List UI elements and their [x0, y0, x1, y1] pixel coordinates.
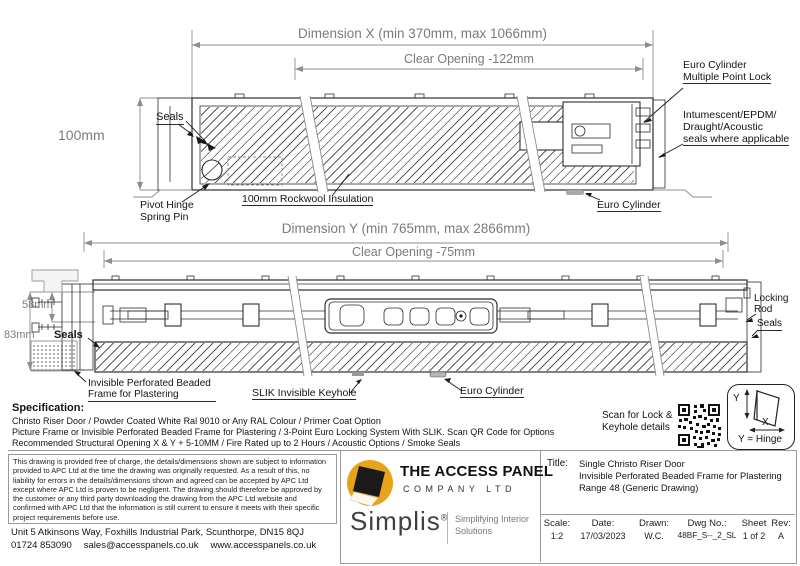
field-dwg-no [676, 515, 738, 541]
disclaimer-text: This drawing is provided free of charge, the details/dimensions shown are subject to information provided to APC Ltd at the time the drawing was originally requested. As a result of this, no liability for errors in the details/dimensions shown and agreed can be accepted by APC Ltd except where APC Ltd is proven to be negligent. The drawing should therefore be approved by the customer or any third party downloading the drawing from the APC Ltd website and confirmed with APC Ltd that the information is still current to ensure it meets with their specific project requirements before use. [13, 457, 327, 522]
contact-line [11, 541, 316, 551]
drawn-label: Drawn: [638, 518, 670, 529]
email-address: sales@accesspanels.co.uk [83, 540, 199, 551]
rev-label: Rev: [771, 518, 791, 529]
dimension-x-label: Dimension X (min 370mm, max 1066mm) [297, 26, 548, 41]
dwg-no-label: Dwg No.: [687, 518, 727, 529]
simplis-wordmark: Simplis [350, 506, 441, 536]
scan-label-2: Keyhole details [602, 422, 670, 433]
specification-line-3: Recommended Structural Opening X & Y + 5-10MM / Fire Rated up to 2 Hours / Acoustic Options / Smoke Seals [12, 438, 461, 448]
dim-58mm-label: 58mm [22, 299, 53, 311]
qr-code [676, 402, 722, 448]
lock-label-1: Euro Cylinder [683, 59, 747, 71]
hinge-key-x-label: X [762, 417, 769, 428]
beaded-frame-label-2: Frame for Plastering [88, 390, 216, 402]
website-url: www.accesspanels.co.uk [210, 540, 317, 551]
titleblock-fields [540, 515, 795, 541]
intumescent-label-1: Intumescent/EPDM/ [683, 109, 777, 121]
date-value: 17/03/2023 [580, 531, 626, 541]
simplis-logo-text [350, 508, 448, 535]
euro-cylinder-label-top: Euro Cylinder [597, 199, 661, 211]
scan-label-1: Scan for Lock & [602, 410, 673, 421]
beaded-frame-label-1: Invisible Perforated Beaded [88, 378, 211, 389]
field-drawn [632, 515, 676, 541]
registered-mark: ® [440, 512, 449, 523]
field-rev [770, 515, 792, 541]
euro-cylinder-label-side: Euro Cylinder [460, 385, 524, 397]
slik-keyhole-label: SLIK Invisible Keyhole [252, 387, 357, 399]
intumescent-label-2: Draught/Acoustic [683, 121, 763, 133]
hinge-key-caption: Y = Hinge [737, 434, 782, 445]
scale-label: Scale: [543, 518, 571, 529]
clear-opening-x-label: Clear Opening -122mm [404, 52, 534, 66]
title-label: Title: [547, 458, 568, 469]
title-line-1: Single Christo Riser Door [579, 458, 685, 469]
pivot-hinge-label-2: Spring Pin [140, 211, 189, 223]
drawn-value: W.C. [644, 531, 664, 541]
date-label: Date: [591, 518, 615, 529]
field-date [574, 515, 632, 541]
intumescent-label-3: seals where applicable [683, 133, 790, 145]
sheet-value: 1 of 2 [742, 531, 766, 541]
hinge-key-y-label: Y [733, 393, 740, 404]
title-line-3: Range 48 (Generic Drawing) [579, 482, 699, 493]
specification-heading: Specification: [12, 402, 85, 414]
field-sheet [738, 515, 770, 541]
seals-label-right: Seals [757, 318, 783, 329]
dwg-no-value: 48BF_S--_2_SL [677, 531, 737, 540]
access-panel-logo-icon [346, 459, 396, 509]
specification-line-2: Picture Frame or Invisible Perforated Beaded Frame for Plastering / 3-Point Euro Locking System With SLIK. Scan QR Code for Options [12, 427, 555, 437]
scale-value: 1:2 [550, 531, 564, 541]
pivot-hinge-label-1: Pivot Hinge [140, 199, 194, 211]
address-line: Unit 5 Atkinsons Way, Foxhills Industrial Park, Scunthorpe, DN15 8QJ [11, 527, 305, 538]
sheet-label: Sheet [741, 518, 767, 529]
lock-label-2: Multiple Point Lock [683, 71, 772, 83]
phone-number: 01724 853090 [11, 540, 72, 551]
dimension-y-label: Dimension Y (min 765mm, max 2866mm) [281, 221, 531, 236]
seals-label-left: Seals [54, 329, 83, 341]
title-line-2: Invisible Perforated Beaded Frame for Plastering [579, 470, 782, 481]
depth-100mm-label: 100mm [58, 127, 105, 143]
seals-label-top: Seals [156, 111, 184, 123]
brand-name-line-2: COMPANY LTD [403, 484, 517, 494]
brand-name-line-1: THE ACCESS PANEL [400, 463, 554, 480]
clear-opening-y-label: Clear Opening -75mm [352, 245, 475, 259]
simplis-tagline-1: Simplifying Interior [455, 514, 530, 524]
locking-rod-label-2: Rod [754, 304, 773, 315]
simplis-tagline-2: Solutions [455, 526, 493, 536]
field-scale [540, 515, 574, 541]
locking-rod-label-1: Locking [754, 293, 789, 304]
rev-value: A [777, 531, 784, 541]
rockwool-insulation-label: 100mm Rockwool Insulation [242, 193, 374, 205]
dim-83mm-label: 83mm [4, 329, 35, 341]
specification-line-1: Christo Riser Door / Powder Coated White Ral 9010 or Any RAL Colour / Primer Coat Option [12, 416, 381, 426]
